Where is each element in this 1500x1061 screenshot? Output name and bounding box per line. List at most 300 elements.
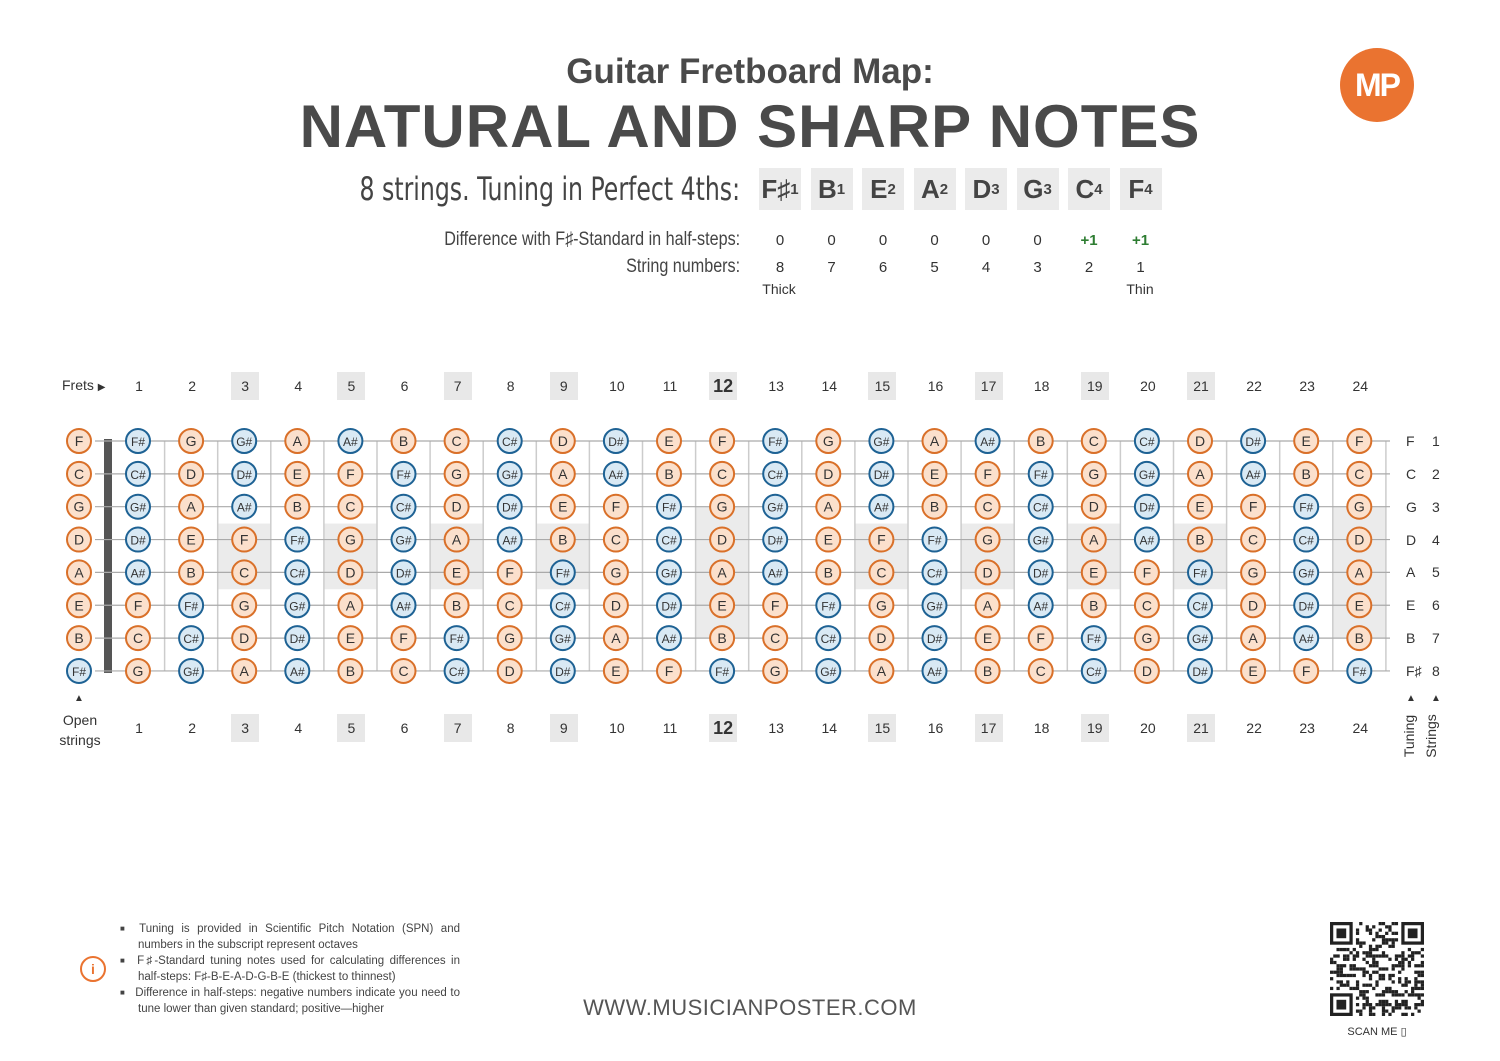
fret-number-top: 4: [294, 378, 303, 394]
string-number-label: 7: [1432, 630, 1440, 647]
fret-number-bottom: 15: [868, 714, 896, 742]
note-label: C: [345, 498, 356, 515]
note-label: F#: [449, 632, 464, 647]
note-label: A#: [927, 664, 942, 679]
fret-number-top: 8: [506, 378, 515, 394]
note-label: B: [398, 433, 409, 449]
note-label: E: [74, 597, 84, 614]
tuning-note-box: F♯ 1: [759, 168, 801, 210]
string-number: 7: [827, 259, 836, 276]
note-label: G: [1247, 564, 1259, 581]
note-label: G: [344, 531, 356, 548]
note-label: A#: [236, 500, 252, 515]
note-label: F: [346, 465, 355, 482]
tuning-label: 8 strings. Tuning in Perfect 4ths:: [359, 170, 740, 208]
note-label: B: [451, 597, 462, 614]
up-arrow-icon: ▲: [1406, 693, 1416, 704]
fret-number-top: 19: [1081, 372, 1109, 400]
note-label: E: [823, 531, 833, 548]
fret-number-top: 5: [337, 372, 365, 400]
note-label: D: [557, 433, 568, 449]
note-label: D: [345, 564, 356, 581]
note-label: C#: [555, 599, 571, 614]
note-label: G#: [926, 599, 943, 614]
string-tuning-label: C: [1406, 465, 1417, 482]
note-label: F: [505, 564, 514, 581]
phone-icon: ▯: [1400, 1026, 1407, 1038]
fret-number-bottom: 18: [1033, 720, 1050, 736]
note-label: D#: [608, 435, 624, 449]
note-label: C#: [502, 435, 518, 449]
note-label: G#: [395, 533, 412, 548]
note-label: A: [345, 597, 356, 614]
note-label: B: [929, 498, 940, 515]
fret-number-bottom: 1: [135, 720, 143, 736]
note-label: C#: [1033, 500, 1049, 515]
note-label: C: [876, 564, 887, 581]
note-label: D: [1141, 662, 1152, 679]
note-label: F: [1248, 498, 1258, 515]
fret-number-top: 3: [231, 372, 259, 400]
fret-number-bottom: 22: [1246, 720, 1262, 736]
fret-number-bottom: 17: [975, 714, 1003, 742]
note-label: A: [558, 465, 568, 482]
fret-number-bottom: 2: [188, 720, 196, 736]
fret-number-top: 10: [609, 378, 625, 394]
note-label: A#: [980, 435, 995, 449]
string-tuning-label: B: [1406, 630, 1416, 647]
tuning-note-box: E 2: [862, 168, 904, 210]
note-label: D#: [130, 533, 146, 548]
note-label: G: [73, 498, 85, 515]
note-label: G: [1141, 630, 1153, 647]
note-label: F: [1301, 662, 1311, 679]
difference-label: Difference with F♯-Standard in half-steps:: [444, 229, 740, 250]
fret-number-top: 13: [768, 378, 784, 394]
note-label: A: [1248, 630, 1258, 647]
note-label: G#: [1191, 632, 1209, 647]
tuning-axis-label: Tuning: [1401, 714, 1418, 758]
note-label: G: [504, 630, 516, 647]
note-label: A#: [130, 566, 146, 581]
note-label: E: [1301, 433, 1311, 449]
note-label: G: [185, 433, 197, 449]
fret-number-top: 2: [188, 378, 196, 394]
fret-number-top: 16: [927, 378, 944, 394]
note-label: D#: [767, 533, 783, 548]
note-label: B: [345, 662, 356, 679]
thin-label: Thin: [1126, 281, 1154, 297]
note-label: B: [1301, 465, 1311, 482]
note-label: G#: [660, 566, 678, 581]
note-label: B: [1036, 433, 1046, 449]
note-label: C: [1141, 597, 1152, 614]
note-label: G#: [183, 664, 200, 679]
note-label: A: [451, 531, 462, 548]
note-label: D#: [289, 632, 305, 647]
note-label: G#: [873, 435, 890, 449]
note-label: F#: [927, 533, 942, 548]
note-label: B: [558, 531, 568, 548]
fret-number-top: 22: [1246, 378, 1262, 394]
fret-number-top: 17: [975, 372, 1003, 400]
note-label: G: [451, 465, 463, 482]
note-label: D: [1248, 597, 1259, 614]
note-label: D: [717, 531, 728, 548]
fret-number-top: 9: [550, 372, 578, 400]
note-label: C: [1248, 531, 1259, 548]
note-label: F: [1036, 630, 1045, 647]
note-label: G#: [1298, 566, 1315, 581]
website-link[interactable]: WWW.MUSICIANPOSTER.COM: [583, 995, 917, 1020]
note-label: A#: [874, 500, 889, 515]
note-label: D: [823, 465, 834, 482]
difference-value: 0: [981, 232, 991, 249]
strings-axis-label: Strings: [1422, 714, 1439, 758]
note-label: A: [823, 498, 833, 515]
string-number-label: 3: [1432, 498, 1440, 515]
info-icon: i: [80, 956, 106, 982]
note-label: E: [451, 564, 462, 581]
note-label: D: [73, 531, 85, 548]
string-tuning-label: A: [1406, 564, 1416, 581]
note-label: C#: [183, 632, 199, 647]
note-label: A#: [1139, 533, 1155, 548]
note-label: A: [929, 433, 940, 449]
fret-number-bottom: 23: [1299, 720, 1315, 736]
note-label: D#: [1298, 599, 1314, 614]
note-label: D: [239, 630, 250, 647]
note-label: D: [504, 662, 515, 679]
note-label: E: [664, 433, 674, 449]
note-label: C: [1088, 433, 1099, 449]
difference-value: 0: [775, 232, 785, 249]
note-label: F: [399, 630, 408, 647]
fret-number-top: 23: [1299, 378, 1315, 394]
frets-label: Frets ▶: [62, 377, 106, 393]
note-label: B: [982, 662, 993, 679]
note-label: A: [876, 662, 887, 679]
note-label: F#: [184, 599, 199, 614]
fret-number-top: 20: [1140, 378, 1156, 394]
string-number: 4: [981, 259, 991, 276]
note-label: F#: [396, 467, 411, 482]
note-label: E: [982, 630, 993, 647]
note-label: B: [1195, 531, 1205, 548]
note-label: F#: [130, 435, 146, 449]
string-number: 3: [1033, 259, 1042, 276]
note-label: B: [292, 498, 302, 515]
string-number: 1: [1136, 259, 1145, 276]
note-label: G: [875, 597, 887, 614]
note-label: D: [451, 498, 462, 515]
footnote: ■ F♯-Standard tuning notes used for calculating differences in half-steps: F♯-B-E-A-D-G-B-E (thickest to thinnest): [120, 954, 460, 985]
note-label: C#: [1298, 533, 1314, 548]
fret-number-bottom: 20: [1140, 720, 1156, 736]
note-label: A: [982, 597, 993, 614]
note-label: G#: [554, 632, 571, 647]
note-label: E: [611, 662, 621, 679]
note-label: D: [876, 630, 887, 647]
note-label: C#: [767, 467, 783, 482]
note-label: F#: [1352, 664, 1367, 679]
note-label: A: [611, 630, 621, 647]
note-label: E: [1195, 498, 1205, 515]
string-number-label: 2: [1432, 465, 1440, 482]
note-label: F: [717, 433, 727, 449]
note-label: F: [74, 433, 84, 449]
note-label: A#: [661, 632, 677, 647]
note-label: A: [1195, 465, 1205, 482]
note-label: C#: [1139, 435, 1155, 449]
scan-me-label: SCAN ME ▯: [1347, 1026, 1407, 1038]
note-label: C: [239, 564, 250, 581]
note-label: G#: [501, 467, 518, 482]
fret-number-bottom: 9: [550, 714, 578, 742]
note-label: F: [133, 597, 143, 614]
note-label: F: [983, 465, 992, 482]
note-label: F#: [290, 533, 305, 548]
note-label: E: [717, 597, 727, 614]
play-arrow-icon: ▶: [97, 382, 106, 393]
fret-number-top: 11: [662, 378, 678, 394]
note-label: D#: [1192, 664, 1208, 679]
note-label: E: [558, 498, 568, 515]
note-label: G: [822, 433, 834, 449]
note-label: D#: [555, 664, 571, 679]
note-label: D#: [1139, 500, 1155, 515]
fret-number-top: 6: [400, 378, 409, 394]
difference-value: +1: [1131, 232, 1150, 249]
fret-number-bottom: 4: [294, 720, 303, 736]
note-label: F#: [715, 664, 730, 679]
note-label: C: [717, 465, 728, 482]
note-label: D#: [873, 467, 890, 482]
note-label: C#: [448, 664, 465, 679]
note-label: E: [1089, 564, 1099, 581]
note-label: F#: [1299, 500, 1314, 515]
fret-number-bottom: 24: [1352, 720, 1369, 736]
note-label: D: [1194, 433, 1206, 449]
note-label: D#: [1245, 435, 1261, 449]
fret-number-bottom: 8: [506, 720, 515, 736]
note-label: F#: [768, 435, 783, 449]
note-label: A#: [1245, 467, 1261, 482]
note-label: D: [1354, 531, 1365, 548]
note-label: C: [398, 662, 409, 679]
tuning-note-box: B 1: [811, 168, 853, 210]
page-subtitle: Guitar Fretboard Map:: [566, 52, 934, 91]
string-number-label: 4: [1432, 531, 1440, 548]
fret-number-bottom: 11: [662, 720, 678, 736]
note-label: G: [769, 662, 781, 679]
string-number-label: 5: [1432, 564, 1440, 581]
note-label: C: [982, 498, 993, 515]
note-label: A: [239, 662, 249, 679]
fret-number-top: 18: [1033, 378, 1050, 394]
string-number: 6: [878, 259, 888, 276]
note-label: D#: [395, 566, 412, 581]
string-tuning-label: E: [1406, 597, 1416, 614]
difference-value: +1: [1080, 232, 1098, 249]
note-label: E: [345, 630, 356, 647]
note-label: F#: [1033, 467, 1048, 482]
note-label: A: [186, 498, 196, 515]
fret-number-bottom: 13: [768, 720, 784, 736]
note-label: G: [238, 597, 250, 614]
tuning-note-box: A 2: [914, 168, 956, 210]
musicianposter-logo[interactable]: MP: [1340, 48, 1414, 122]
note-label: C#: [395, 500, 412, 515]
difference-value: 0: [827, 232, 836, 249]
note-label: G#: [129, 500, 147, 515]
qr-code-icon[interactable]: [1330, 922, 1424, 1016]
thick-label: Thick: [762, 281, 796, 297]
fret-number-top: 14: [821, 378, 838, 394]
note-label: E: [292, 465, 302, 482]
difference-value: 0: [1033, 232, 1042, 249]
fret-number-bottom: 21: [1187, 714, 1215, 742]
note-label: F: [1355, 433, 1364, 449]
note-label: C#: [130, 467, 146, 482]
note-label: C: [504, 597, 515, 614]
up-arrow-icon: ▲: [1431, 693, 1441, 704]
string-number-label: 1: [1432, 433, 1440, 449]
note-label: G#: [236, 435, 253, 449]
string-number: 8: [775, 259, 785, 276]
note-label: F#: [71, 664, 87, 679]
note-label: A#: [767, 566, 783, 581]
fret-number-bottom: 12: [709, 714, 737, 742]
fret-number-bottom: 5: [337, 714, 365, 742]
note-label: G#: [1032, 533, 1049, 548]
fret-number-bottom: 19: [1081, 714, 1109, 742]
note-label: G#: [289, 599, 306, 614]
note-label: D#: [236, 467, 252, 482]
fret-number-top: 15: [868, 372, 896, 400]
note-label: C: [451, 433, 462, 449]
note-label: F: [770, 597, 780, 614]
fret-number-bottom: 14: [821, 720, 838, 736]
fret-number-top: 7: [444, 372, 472, 400]
footnote: ■ Tuning is provided in Scientific Pitch Notation (SPN) and numbers in the subscript represent octaves: [120, 922, 460, 953]
string-number-label: 6: [1432, 597, 1440, 614]
note-label: C: [610, 531, 621, 548]
note-label: D#: [661, 599, 677, 614]
note-label: F#: [1086, 632, 1101, 647]
fret-number-top: 24: [1352, 378, 1369, 394]
note-label: G: [982, 531, 994, 548]
tuning-note-box: G 3: [1017, 168, 1059, 210]
difference-value: 0: [930, 232, 939, 249]
note-label: F#: [1192, 566, 1208, 581]
fret-number-top: 21: [1187, 372, 1215, 400]
note-label: F: [1142, 564, 1152, 581]
note-label: B: [717, 630, 727, 647]
note-label: E: [186, 531, 196, 548]
page-title: NATURAL AND SHARP NOTES: [299, 93, 1201, 160]
string-number: 2: [1084, 259, 1094, 276]
note-label: E: [1354, 597, 1364, 614]
note-label: D: [982, 564, 993, 581]
note-label: G#: [1138, 467, 1155, 482]
note-label: B: [74, 630, 84, 647]
note-label: F#: [555, 566, 570, 581]
note-label: C#: [820, 632, 836, 647]
note-label: G: [610, 564, 622, 581]
note-label: G: [1353, 498, 1365, 515]
note-label: A#: [502, 533, 518, 548]
note-label: C#: [926, 566, 943, 581]
note-label: A#: [343, 435, 358, 449]
fret-number-bottom: 3: [231, 714, 259, 742]
note-label: C#: [661, 533, 677, 548]
fret-number-bottom: 6: [400, 720, 409, 736]
note-label: F#: [661, 500, 677, 515]
note-label: C: [1354, 465, 1365, 482]
note-label: F#: [821, 599, 836, 614]
string-number: 5: [930, 259, 939, 276]
note-label: C: [73, 465, 85, 482]
note-label: D: [186, 465, 197, 482]
note-label: F: [239, 531, 249, 548]
note-label: C: [1035, 662, 1046, 679]
open-strings-label: Open strings: [59, 712, 101, 748]
note-label: C#: [1192, 599, 1208, 614]
note-label: A#: [608, 467, 624, 482]
note-label: G: [716, 498, 728, 515]
note-label: B: [664, 465, 674, 482]
note-label: B: [823, 564, 833, 581]
note-label: A#: [1033, 599, 1049, 614]
note-label: B: [1089, 597, 1099, 614]
note-label: D#: [926, 632, 943, 647]
note-label: A#: [396, 599, 411, 614]
note-label: B: [186, 564, 196, 581]
string-tuning-label: G: [1406, 498, 1417, 515]
note-label: G#: [820, 664, 837, 679]
note-label: A: [1354, 564, 1364, 581]
note-label: A: [292, 433, 302, 449]
note-label: G#: [767, 500, 784, 515]
note-label: F: [877, 531, 886, 548]
string-tuning-label: D: [1406, 531, 1417, 548]
note-label: B: [1354, 630, 1364, 647]
note-label: C: [132, 630, 144, 647]
note-label: G: [132, 662, 144, 679]
note-label: D#: [502, 500, 518, 515]
note-label: D: [610, 597, 621, 614]
fret-number-bottom: 10: [609, 720, 625, 736]
note-label: A#: [289, 664, 305, 679]
tuning-note-box: D 3: [965, 168, 1007, 210]
note-label: E: [1248, 662, 1258, 679]
string-numbers-label: String numbers:: [625, 256, 740, 277]
note-label: E: [929, 465, 940, 482]
fret-number-bottom: 16: [927, 720, 944, 736]
note-label: A: [717, 564, 727, 581]
footnote: ■ Difference in half-steps: negative numbers indicate you need to tune lower than given standard; positive—higher: [120, 986, 460, 1017]
fret-number-top: 1: [135, 378, 143, 394]
fret-number-top: 12: [709, 372, 737, 400]
string-tuning-label: F♯: [1406, 662, 1422, 679]
note-label: A#: [1298, 632, 1314, 647]
note-label: G: [1088, 465, 1100, 482]
note-label: A: [74, 564, 84, 581]
note-label: C#: [289, 566, 305, 581]
note-label: D#: [1033, 566, 1049, 581]
note-label: C#: [1086, 664, 1102, 679]
